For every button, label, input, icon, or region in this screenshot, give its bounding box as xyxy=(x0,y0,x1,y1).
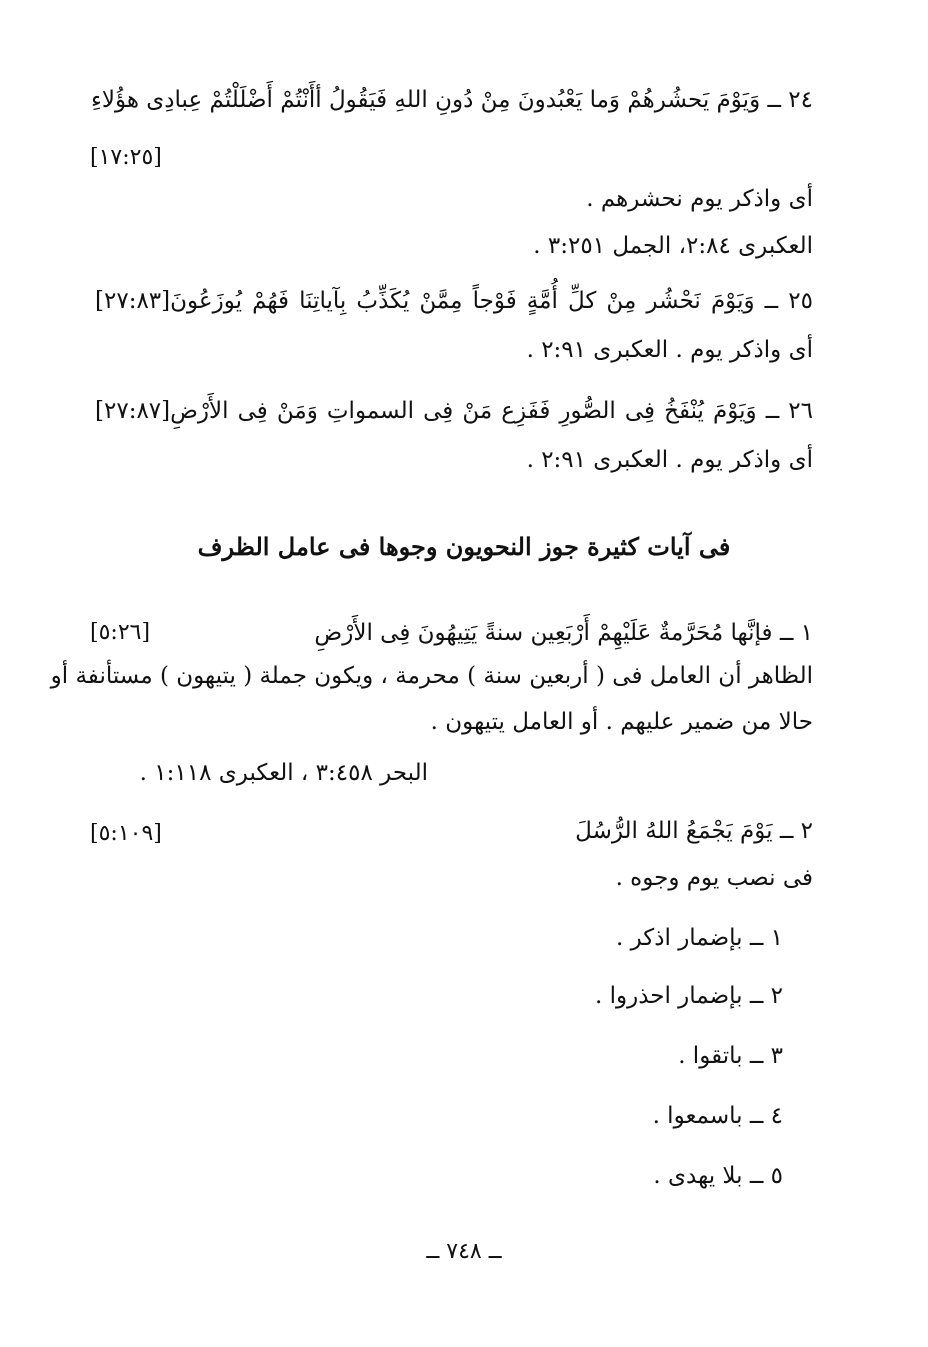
verse-2-reference: [٥:١٠٩] xyxy=(90,821,162,846)
list-item-2: ٢ ــ بإضمار احذروا . xyxy=(594,983,783,1009)
list-item-3: ٣ ــ باتقوا . xyxy=(678,1043,783,1069)
list-item-1: ١ ــ بإضمار اذكر . xyxy=(615,925,783,951)
commentary-2: فى نصب يوم وجوه . xyxy=(615,865,813,891)
commentary-25: أى واذكر يوم . العكبرى ٢:٩١ . xyxy=(526,337,813,363)
source-1: البحر ٣:٤٥٨ ، العكبرى ١:١١٨ . xyxy=(139,760,428,786)
commentary-1-line-1: الظاهر أن العامل فى ( أربعين سنة ) محرمة ، ويكون جملة ( يتيهون ) مستأنفة أو xyxy=(50,663,813,689)
section-heading: فى آيات كثيرة جوز النحويون وجوها فى عامل الظرف xyxy=(197,532,731,561)
commentary-26: أى واذكر يوم . العكبرى ٢:٩١ . xyxy=(526,447,813,473)
verse-1-reference: [٥:٢٦] xyxy=(90,620,151,645)
verse-25: ٢٥ ــ وَيَوْمَ نَحْشُر مِنْ كلِّ أُمَّةٍ فَوْجاً مِمَّنْ يُكَذِّبُ بِآياتِنَا فَهُمْ يُوزَعُونَ[٢٧:٨٣] xyxy=(95,288,813,314)
verse-26: ٢٦ ــ وَيَوْمَ يُنْفَخُ فِى الصُّورِ فَفَزِع مَنْ فِى السمواتِ وَمَنْ فِى الأَرْضِ[٢٧:٨٧] xyxy=(95,398,813,424)
verse-1: ١ ــ فإنَّها مُحَرَّمةٌ عَلَيْهِمْ أَرْبَعِين سنةً يَتِيهُونَ فِى الأَرْضِ xyxy=(314,620,813,646)
commentary-24: أى واذكر يوم نحشرهم . xyxy=(586,186,813,212)
verse-2: ٢ ــ يَوْمَ يَجْمَعُ اللهُ الرُّسُلَ xyxy=(575,818,813,844)
list-item-4: ٤ ــ باسمعوا . xyxy=(652,1103,783,1129)
list-item-5: ٥ ــ بلا يهدى . xyxy=(653,1163,783,1189)
page-number: ــ ٧٤٨ ــ xyxy=(426,1239,502,1264)
verse-24: ٢٤ ــ وَيَوْمَ يَحشُرهُمْ وَما يَعْبُدونَ مِنْ دُونِ اللهِ فَيَقُولُ أأَنْتُمْ أَضْلَلْتُمْ عِبادِى هؤُلاءِ xyxy=(91,87,813,113)
source-24: العكبرى ٢:٨٤، الجمل ٣:٢٥١ . xyxy=(533,233,813,259)
verse-24-reference: [١٧:٢٥] xyxy=(90,145,162,170)
commentary-1-line-2: حالا من ضمير عليهم . أو العامل يتيهون . xyxy=(430,709,813,735)
